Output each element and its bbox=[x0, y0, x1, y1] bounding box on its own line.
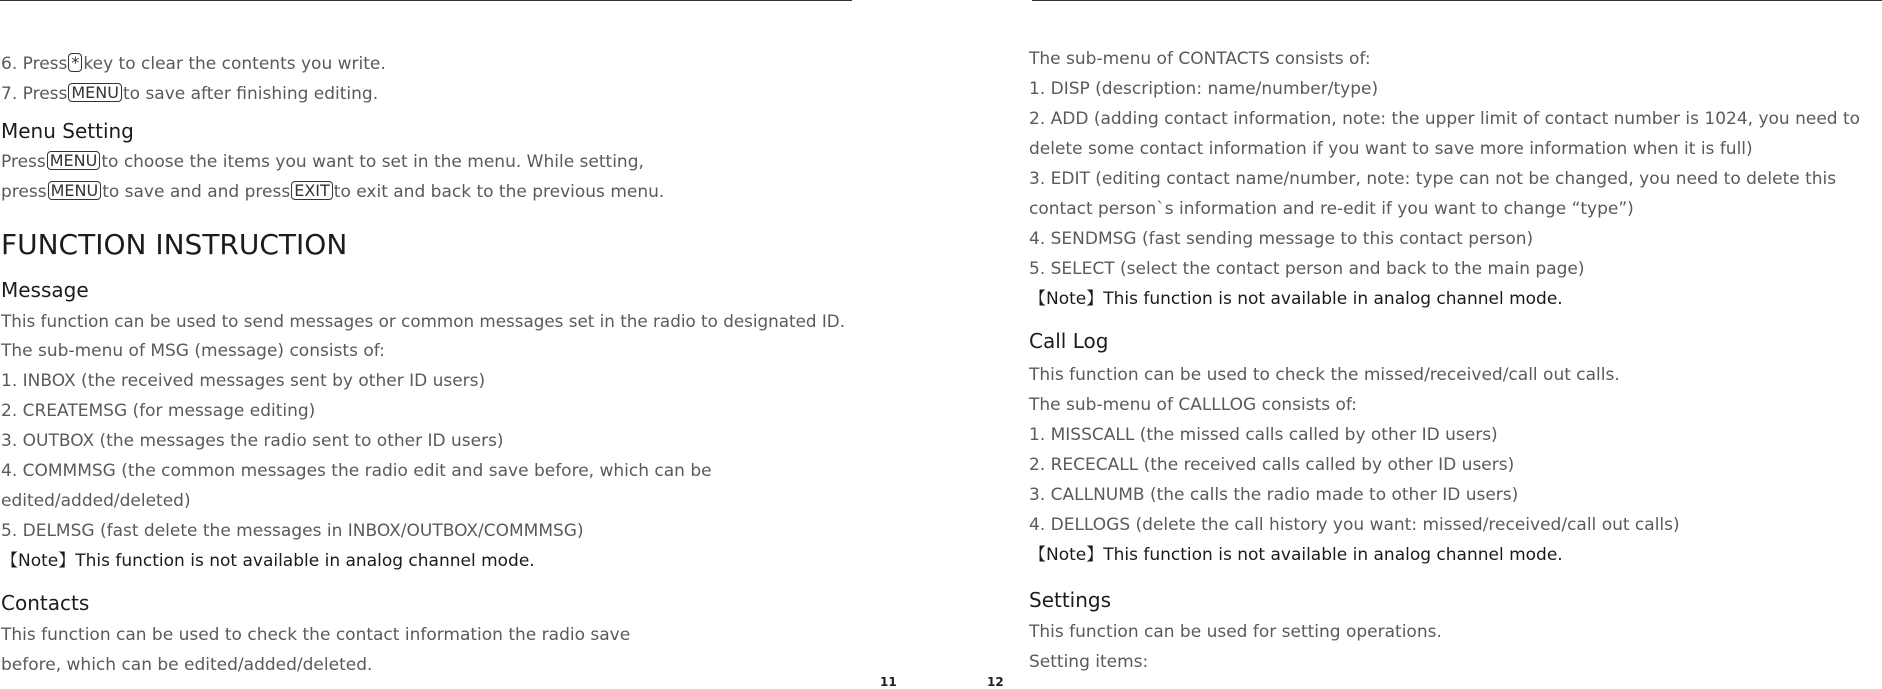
contacts-line: This function can be used to check the contact information the radio save bbox=[1, 625, 631, 645]
settings-line: Setting items: bbox=[1029, 652, 1149, 672]
menu-key-icon: MENU bbox=[48, 181, 102, 200]
exit-key-icon: EXIT bbox=[291, 181, 333, 200]
call-log-line: The sub-menu of CALLLOG consists of: bbox=[1029, 395, 1357, 415]
step-7: 7. Press MENU to save after finishing editing. bbox=[1, 83, 379, 104]
contacts-submenu-line: delete some contact information if you want to save more information when it is full) bbox=[1029, 139, 1753, 159]
menu-setting-heading: Menu Setting bbox=[1, 119, 134, 143]
message-line: The sub-menu of MSG (message) consists of: bbox=[1, 341, 385, 361]
left-page bbox=[1, 0, 851, 689]
menu-key-icon: MENU bbox=[68, 83, 122, 102]
message-line: This function can be used to send messages or common messages set in the radio to designated ID. bbox=[1, 311, 846, 331]
function-instruction-title: FUNCTION INSTRUCTION bbox=[1, 228, 348, 261]
message-line: 3. OUTBOX (the messages the radio sent to other ID users) bbox=[1, 431, 504, 451]
message-line: 4. COMMMSG (the common messages the radio edit and save before, which can be bbox=[1, 461, 712, 481]
message-line: edited/added/deleted) bbox=[1, 491, 191, 511]
right-page bbox=[1029, 0, 1882, 689]
contacts-submenu-line: 2. ADD (adding contact information, note: the upper limit of contact number is 1024, you need to bbox=[1029, 109, 1861, 129]
call-log-line: 1. MISSCALL (the missed calls called by other ID users) bbox=[1029, 425, 1498, 445]
call-log-note: 【Note】This function is not available in analog channel mode. bbox=[1029, 545, 1563, 565]
menu-key-icon: MENU bbox=[47, 151, 101, 170]
message-line: 1. INBOX (the received messages sent by other ID users) bbox=[1, 371, 486, 391]
star-key-icon: * bbox=[68, 53, 82, 72]
settings-heading: Settings bbox=[1029, 588, 1112, 612]
contacts-submenu-line: 4. SENDMSG (fast sending message to this contact person) bbox=[1029, 229, 1534, 249]
step-6: 6. Press * key to clear the contents you write. bbox=[1, 53, 386, 74]
contacts-line: before, which can be edited/added/deleted. bbox=[1, 655, 373, 675]
contacts-submenu-line: 3. EDIT (editing contact name/number, note: type can not be changed, you need to delete this bbox=[1029, 169, 1837, 189]
menu-setting-line-2: press MENU to save and and press EXIT to exit and back to the previous menu. bbox=[1, 181, 665, 202]
message-line: 5. DELMSG (fast delete the messages in INBOX/OUTBOX/COMMMSG) bbox=[1, 521, 584, 541]
message-note: 【Note】This function is not available in analog channel mode. bbox=[1, 551, 535, 571]
contacts-heading: Contacts bbox=[1, 591, 90, 615]
message-line: 2. CREATEMSG (for message editing) bbox=[1, 401, 316, 421]
contacts-submenu-line: The sub-menu of CONTACTS consists of: bbox=[1029, 49, 1371, 69]
contacts-submenu-line: 5. SELECT (select the contact person and back to the main page) bbox=[1029, 259, 1585, 279]
call-log-line: This function can be used to check the missed/received/call out calls. bbox=[1029, 365, 1620, 385]
menu-setting-line-1: Press MENU to choose the items you want to set in the menu. While setting, bbox=[1, 151, 644, 172]
contacts-submenu-line: contact person`s information and re-edit if you want to change “type”) bbox=[1029, 199, 1634, 219]
call-log-heading: Call Log bbox=[1029, 329, 1109, 353]
settings-line: This function can be used for setting operations. bbox=[1029, 622, 1442, 642]
contacts-submenu-line: 1. DISP (description: name/number/type) bbox=[1029, 79, 1379, 99]
call-log-line: 2. RECECALL (the received calls called by other ID users) bbox=[1029, 455, 1515, 475]
message-heading: Message bbox=[1, 278, 89, 302]
contacts-note: 【Note】This function is not available in analog channel mode. bbox=[1029, 289, 1563, 309]
call-log-line: 3. CALLNUMB (the calls the radio made to other ID users) bbox=[1029, 485, 1519, 505]
page-number-right: 12 bbox=[987, 675, 1004, 689]
call-log-line: 4. DELLOGS (delete the call history you want: missed/received/call out calls) bbox=[1029, 515, 1680, 535]
page-number-left: 11 bbox=[880, 675, 897, 689]
